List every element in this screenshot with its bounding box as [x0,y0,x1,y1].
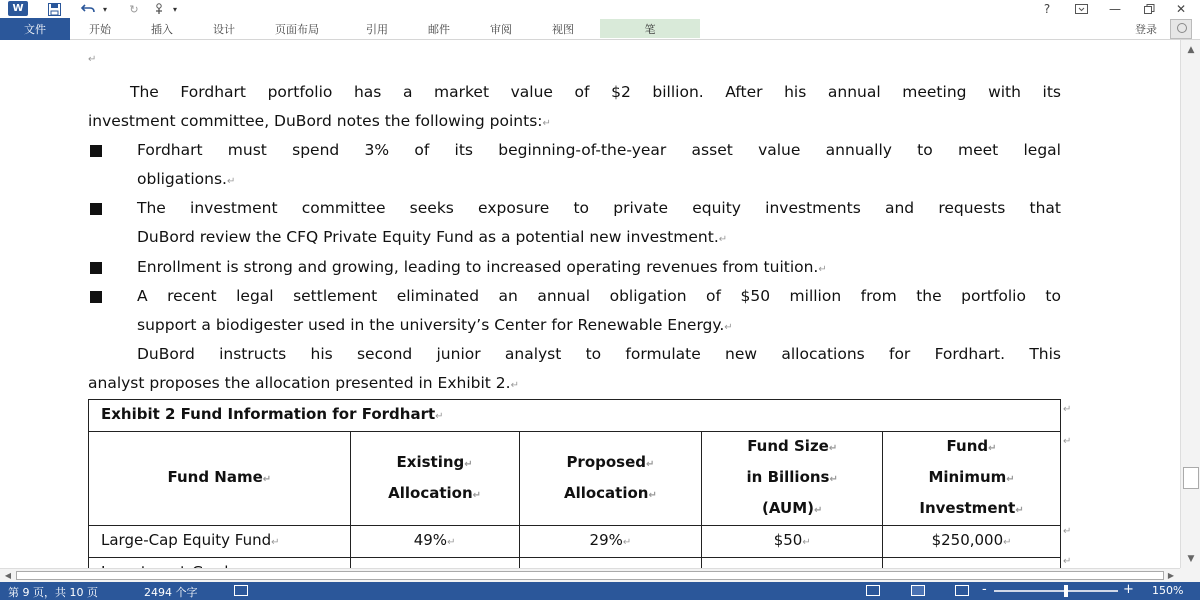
help-button[interactable]: ? [1043,2,1051,16]
customize-toolbar-icon[interactable]: ▾ [172,4,177,14]
header-fund-name: Fund Name↵ [89,432,351,526]
bullet-line: Fordhart must spend 3% of its beginning-of-the-year asset value annually to meet legal [137,141,1061,159]
scrollbar-corner [1180,568,1200,582]
tab-page-layout[interactable]: 页面布局 [275,23,319,36]
word-logo-icon: W [8,1,28,16]
cell-size: $50↵ [702,526,883,558]
horizontal-scroll-thumb[interactable] [16,571,1164,580]
sign-in-link[interactable]: 登录 [1135,23,1157,36]
user-avatar-icon[interactable] [1170,19,1192,39]
zoom-in-button[interactable]: + [1123,582,1134,597]
paragraph-line: investment committee, DuBord notes the following points:↵ [88,112,551,130]
zoom-out-button[interactable]: - [982,582,987,597]
minimize-button[interactable]: — [1109,2,1121,16]
ribbon-tabs [0,18,1200,40]
bullet-icon [90,291,102,303]
row-end-mark-icon: ↵ [1063,556,1072,567]
row-end-mark-icon: ↵ [1063,436,1072,447]
zoom-slider[interactable] [994,590,1118,592]
redo-icon[interactable]: ↻ [129,2,139,16]
close-button[interactable]: ✕ [1175,2,1187,16]
header-proposed-allocation: Proposed↵ Allocation↵ [519,432,702,526]
header-existing-allocation: Existing↵ Allocation↵ [350,432,519,526]
bullet-line: A recent legal settlement eliminated an annual obligation of $50 million from the portfolio to [137,287,1061,305]
tab-file[interactable]: 文件 [0,18,70,40]
touch-mode-icon[interactable] [150,1,170,17]
tab-insert[interactable]: 插入 [151,23,173,36]
paragraph-mark-icon: ↵ [510,380,519,391]
scroll-right-icon[interactable]: ▶ [1167,571,1175,580]
paragraph-line: The Fordhart portfolio has a market value of $2 billion. After his annual meeting with its [130,83,1061,101]
tab-mailings[interactable]: 邮件 [428,23,450,36]
exhibit-table[interactable] [88,399,1061,590]
scroll-down-icon[interactable]: ▼ [1187,554,1195,564]
document-canvas[interactable] [0,40,1180,568]
header-fund-size: Fund Size↵ in Billions↵ (AUM)↵ [702,432,883,526]
paragraph-line: analyst proposes the allocation presented in Exhibit 2.↵ [88,374,519,392]
bullet-icon [90,145,102,157]
web-layout-icon[interactable] [955,585,969,596]
status-bar [0,582,1200,600]
paragraph-mark-icon: ↵ [718,234,728,245]
bullet-line: DuBord review the CFQ Private Equity Fund as a potential new investment.↵ [137,228,728,246]
undo-icon[interactable] [78,1,98,17]
print-layout-icon[interactable] [911,585,925,596]
cell-minimum: $250,000↵ [883,526,1061,558]
bullet-icon [90,262,102,274]
scroll-left-icon[interactable]: ◀ [4,571,12,580]
row-end-mark-icon: ↵ [1063,526,1072,537]
word-count-status[interactable]: 2494 个字 [144,586,198,599]
header-fund-minimum: Fund↵ Minimum↵ Investment↵ [883,432,1061,526]
paragraph-mark-icon: ↵ [818,264,827,275]
cell-existing: 49%↵ [350,526,519,558]
save-icon[interactable] [44,1,64,17]
zoom-slider-handle[interactable] [1064,585,1068,597]
row-end-mark-icon: ↵ [1063,404,1072,415]
tab-review[interactable]: 审阅 [490,23,512,36]
bullet-icon [90,203,102,215]
paragraph-line: DuBord instructs his second junior analyst to formulate new allocations for Fordhart. This [137,345,1061,363]
scroll-up-icon[interactable]: ▲ [1187,45,1195,55]
title-bar [0,0,1200,18]
bullet-line: support a biodigester used in the university’s Center for Renewable Energy.↵ [137,316,733,334]
vertical-scroll-thumb[interactable] [1183,467,1199,489]
bullet-line: Enrollment is strong and growing, leading to increased operating revenues from tuition.↵ [137,258,827,276]
tab-home[interactable]: 开始 [89,23,111,36]
tab-pen[interactable]: 笔 [600,19,700,38]
bullet-line: obligations.↵ [137,170,236,188]
horizontal-scrollbar[interactable] [0,568,1180,582]
bullet-line: The investment committee seeks exposure to private equity investments and requests that [137,199,1061,217]
page-count-status[interactable]: 第 9 页，共 10 页 [8,586,98,599]
paragraph-mark-icon: ↵ [226,176,236,187]
tab-view[interactable]: 视图 [552,23,574,36]
table-title: Exhibit 2 Fund Information for Fordhart↵ [89,400,1061,432]
undo-dropdown-icon[interactable]: ▾ [102,4,107,14]
ribbon-display-options-icon[interactable] [1066,0,1096,18]
read-mode-icon[interactable] [866,585,880,596]
restore-icon[interactable] [1134,0,1164,18]
tab-design[interactable]: 设计 [213,23,235,36]
table-row [89,526,1061,558]
paragraph-mark-icon: ↵ [88,54,97,65]
paragraph-mark-icon: ↵ [724,322,733,333]
cell-proposed: 29%↵ [519,526,702,558]
zoom-level[interactable]: 150% [1152,584,1184,597]
tab-references[interactable]: 引用 [366,23,388,36]
vertical-scrollbar[interactable] [1180,40,1200,568]
paragraph-mark-icon: ↵ [542,118,551,129]
proofing-icon[interactable] [234,585,248,596]
cell-fund-name: Large-Cap Equity Fund↵ [89,526,351,558]
